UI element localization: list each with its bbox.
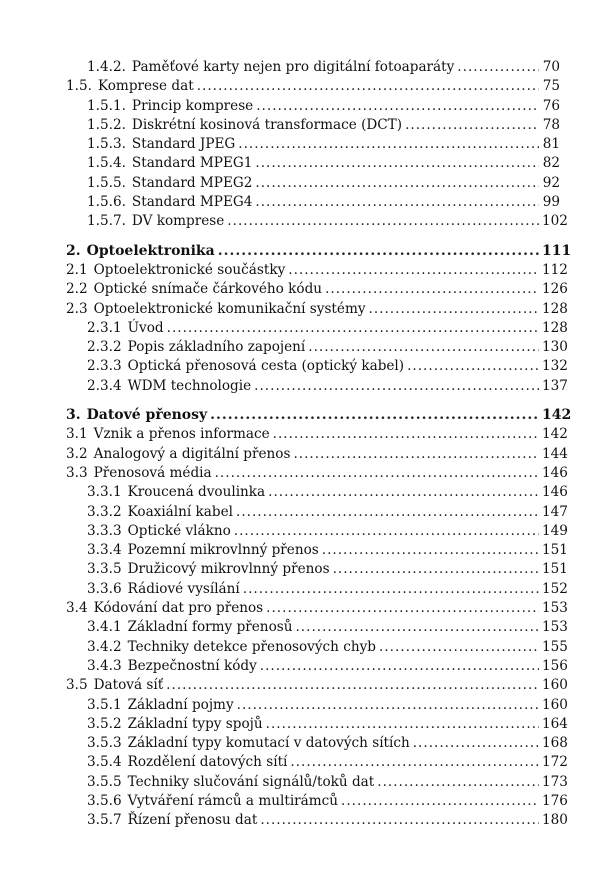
toc-entry-page: 151 (542, 561, 568, 578)
toc-entry-row (66, 696, 568, 715)
toc-entry-number: 3.3.1 (87, 484, 122, 501)
toc-entry-title: Základní formy přenosů (127, 619, 293, 636)
toc-entry-title: Rádiové vysílání (127, 580, 240, 597)
toc-leader-dots (379, 638, 539, 657)
toc-entry-row (66, 445, 568, 464)
toc-entry-number: 3.3 (66, 464, 88, 481)
toc-leader-dots (210, 406, 539, 425)
toc-entry-page: 146 (542, 464, 568, 481)
toc-entry-page: 78 (542, 116, 560, 133)
toc-entry-row (66, 464, 568, 483)
toc-entry-number: 3.3.6 (87, 580, 122, 597)
toc-entry-title: Standard MPEG4 (131, 194, 253, 211)
toc-leader-dots (377, 773, 539, 792)
table-of-contents (66, 58, 572, 831)
toc-entry-number: 2.3.3 (87, 358, 122, 375)
toc-entry-row (66, 541, 568, 560)
toc-entry-number: 3.3.2 (87, 503, 122, 520)
toc-entry-row (66, 338, 568, 357)
toc-entry-page: 82 (542, 155, 560, 172)
toc-leader-dots (266, 715, 539, 734)
toc-entry-row (66, 154, 560, 173)
toc-entry-row (66, 560, 568, 579)
toc-entry-title: Základní typy komutací v datových sítích (127, 735, 410, 752)
toc-entry-title: Diskrétní kosinová transformace (DCT) (131, 116, 403, 133)
toc-entry-row (66, 657, 568, 676)
toc-leader-dots (293, 445, 539, 464)
toc-entry-title: Bezpečnostní kódy (127, 657, 257, 674)
toc-entry-row (66, 97, 560, 116)
toc-entry-number: 2.3.2 (87, 339, 122, 356)
toc-entry-number: 3.3.3 (87, 522, 122, 539)
toc-entry-number: 3.4.2 (87, 638, 122, 655)
toc-entry-number: 3.5 (66, 677, 88, 694)
toc-entry-number: 3.3.4 (87, 542, 122, 559)
toc-entry-page: 81 (542, 136, 560, 153)
toc-entry-page: 130 (542, 339, 568, 356)
toc-entry-title: Úvod (127, 319, 164, 336)
toc-entry-page: 149 (542, 522, 568, 539)
toc-entry-title: Družicový mikrovlnný přenos (127, 561, 330, 578)
toc-entry-page: 168 (542, 735, 568, 752)
toc-entry-number: 1.5.6. (87, 194, 126, 211)
toc-entry-number: 2.3.1 (87, 319, 122, 336)
toc-entry-number: 3.5.4 (87, 754, 122, 771)
toc-leader-dots (254, 377, 539, 396)
toc-entry-number: 3.1 (66, 426, 88, 443)
toc-entry-page: 151 (542, 542, 568, 559)
toc-chapter-row (66, 406, 572, 425)
toc-entry-page: 92 (542, 174, 560, 191)
toc-entry-row (66, 116, 560, 135)
toc-entry-title: Standard JPEG (131, 136, 236, 153)
toc-entry-title: Datové přenosy (86, 407, 208, 424)
toc-leader-dots (295, 618, 539, 637)
toc-entry-number: 3.2 (66, 445, 88, 462)
toc-entry-number: 2.3.4 (87, 377, 122, 394)
toc-entry-title: Optická přenosová cesta (optický kabel) (127, 358, 405, 375)
toc-entry-title: Techniky detekce přenosových chyb (127, 638, 376, 655)
toc-entry-page: 153 (542, 619, 568, 636)
toc-leader-dots (290, 753, 539, 772)
toc-entry-title: Popis základního zapojení (127, 339, 306, 356)
toc-entry-page: 172 (542, 754, 568, 771)
toc-entry-number: 1.5.3. (87, 136, 126, 153)
toc-leader-dots (341, 792, 539, 811)
toc-entry-number: 3.5.6 (87, 792, 122, 809)
toc-leader-dots (407, 357, 539, 376)
toc-entry-number: 1.5.1. (87, 97, 126, 114)
toc-entry-page: 153 (542, 600, 568, 617)
toc-entry-number: 3. (66, 407, 81, 424)
toc-entry-number: 3.5.7 (87, 812, 122, 829)
toc-entry-page: 132 (542, 358, 568, 375)
toc-entry-title: Přenosová média (93, 464, 212, 481)
toc-leader-dots (237, 696, 539, 715)
toc-leader-dots (197, 77, 539, 96)
toc-entry-title: Optické snímače čárkového kódu (93, 281, 323, 298)
toc-entry-number: 1.5.4. (87, 155, 126, 172)
toc-entry-row (66, 676, 568, 695)
toc-entry-page: 142 (542, 426, 568, 443)
toc-entry-row (66, 599, 568, 618)
toc-entry-title: Optické vlákno (127, 522, 231, 539)
toc-entry-row (66, 715, 568, 734)
toc-entry-row (66, 580, 568, 599)
toc-entry-row (66, 503, 568, 522)
toc-entry-number: 1.5. (66, 78, 92, 95)
toc-entry-page: 142 (542, 407, 572, 424)
toc-entry-page: 75 (542, 78, 560, 95)
toc-entry-page: 137 (542, 377, 568, 394)
toc-entry-page: 128 (542, 300, 568, 317)
toc-entry-page: 111 (542, 242, 572, 259)
toc-entry-page: 112 (542, 261, 568, 278)
toc-leader-dots (260, 657, 539, 676)
toc-entry-number: 1.5.2. (87, 116, 126, 133)
toc-entry-row (66, 792, 568, 811)
toc-entry-row (66, 377, 568, 396)
toc-entry-title: Pozemní mikrovlnný přenos (127, 542, 319, 559)
toc-entry-row (66, 618, 568, 637)
toc-entry-row (66, 753, 568, 772)
toc-entry-number: 3.4 (66, 600, 88, 617)
toc-leader-dots (268, 483, 539, 502)
toc-entry-number: 3.5.5 (87, 773, 122, 790)
toc-entry-title: Paměťové karty nejen pro digitální fotoaparáty (131, 59, 455, 75)
toc-entry-row (66, 193, 560, 212)
toc-entry-number: 2.1 (66, 261, 88, 278)
toc-entry-title: Standard MPEG2 (131, 174, 253, 191)
toc-entry-page: 128 (542, 319, 568, 336)
toc-entry-row (66, 773, 568, 792)
toc-entry-row (66, 280, 568, 299)
toc-entry-page: 76 (542, 97, 560, 114)
toc-leader-dots (227, 212, 539, 231)
toc-leader-dots (236, 503, 539, 522)
toc-entry-title: Datová síť (93, 677, 164, 694)
toc-entry-number: 3.4.1 (87, 619, 122, 636)
toc-entry-page: 126 (542, 281, 568, 298)
toc-leader-dots (255, 154, 539, 173)
toc-entry-title: Základní typy spojů (127, 715, 263, 732)
toc-entry-title: Optoelektronické součástky (93, 261, 286, 278)
toc-entry-row (66, 135, 560, 154)
toc-leader-dots (405, 116, 539, 135)
toc-leader-dots (325, 280, 539, 299)
toc-entry-title: Koaxiální kabel (127, 503, 233, 520)
toc-entry-row (66, 300, 568, 319)
toc-entry-page: 70 (542, 59, 560, 75)
toc-entry-page: 176 (542, 792, 568, 809)
toc-entry-row (66, 319, 568, 338)
toc-entry-title: Standard MPEG1 (131, 155, 253, 172)
toc-entry-title: Techniky slučování signálů/toků dat (127, 773, 375, 790)
toc-entry-row (66, 811, 568, 830)
toc-entry-page: 160 (542, 677, 568, 694)
toc-entry-number: 3.5.1 (87, 696, 122, 713)
toc-entry-title: Řízení přenosu dat (127, 812, 258, 829)
toc-entry-number: 3.5.2 (87, 715, 122, 732)
toc-entry-page: 147 (542, 503, 568, 520)
toc-entry-row (66, 261, 568, 280)
toc-leader-dots (260, 811, 539, 830)
toc-entry-title: DV komprese (131, 213, 225, 230)
toc-entry-number: 3.5.3 (87, 735, 122, 752)
toc-leader-dots (166, 676, 539, 695)
toc-entry-row (66, 174, 560, 193)
toc-leader-dots (369, 300, 539, 319)
toc-leader-dots (256, 97, 539, 116)
toc-entry-page: 160 (542, 696, 568, 713)
toc-leader-dots (218, 242, 539, 261)
toc-entry-row (66, 483, 568, 502)
toc-leader-dots (273, 425, 539, 444)
toc-leader-dots (255, 193, 539, 212)
toc-entry-title: Základní pojmy (127, 696, 234, 713)
toc-entry-title: Vytváření rámců a multirámců (127, 792, 339, 809)
toc-entry-title: Vznik a přenos informace (93, 426, 270, 443)
toc-leader-dots (288, 261, 539, 280)
toc-entry-page: 164 (542, 715, 568, 732)
toc-leader-dots (215, 464, 539, 483)
toc-entry-row (66, 58, 560, 77)
toc-entry-row (66, 212, 568, 231)
toc-entry-page: 155 (542, 638, 568, 655)
toc-leader-dots (238, 135, 539, 154)
toc-entry-number: 3.4.3 (87, 657, 122, 674)
toc-entry-title: Princip komprese (131, 97, 254, 114)
toc-leader-dots (413, 734, 539, 753)
toc-entry-row (66, 734, 568, 753)
toc-leader-dots (234, 522, 539, 541)
toc-entry-title: Analogový a digitální přenos (93, 445, 291, 462)
toc-entry-number: 1.5.7. (87, 213, 126, 230)
toc-entry-page: 146 (542, 484, 568, 501)
toc-entry-number: 1.5.5. (87, 174, 126, 191)
toc-chapter-row (66, 242, 572, 261)
toc-entry-page: 102 (542, 213, 568, 230)
toc-leader-dots (243, 580, 539, 599)
toc-leader-dots (167, 319, 539, 338)
toc-entry-row (66, 77, 560, 96)
toc-entry-title: Kódování dat pro přenos (93, 600, 264, 617)
toc-leader-dots (255, 174, 539, 193)
toc-entry-title: Optoelektronické komunikační systémy (93, 300, 366, 317)
toc-leader-dots (266, 599, 539, 618)
toc-entry-row (66, 425, 568, 444)
toc-entry-title: Komprese dat (97, 78, 194, 95)
toc-entry-title: Kroucená dvoulinka (127, 484, 266, 501)
toc-leader-dots (457, 58, 539, 77)
toc-entry-page: 180 (542, 812, 568, 829)
toc-entry-number: 3.3.5 (87, 561, 122, 578)
toc-entry-row (66, 357, 568, 376)
toc-entry-title: WDM technologie (127, 377, 252, 394)
toc-entry-page: 99 (542, 194, 560, 211)
toc-leader-dots (308, 338, 539, 357)
toc-entry-page: 173 (542, 773, 568, 790)
toc-entry-row (66, 522, 568, 541)
toc-entry-page: 156 (542, 657, 568, 674)
toc-leader-dots (322, 541, 539, 560)
toc-entry-number: 1.4.2. (87, 59, 126, 75)
toc-entry-title: Optoelektronika (86, 242, 215, 259)
toc-entry-row (66, 638, 568, 657)
toc-leader-dots (333, 560, 539, 579)
toc-entry-page: 152 (542, 580, 568, 597)
toc-entry-number: 2. (66, 242, 81, 259)
toc-entry-number: 2.3 (66, 300, 88, 317)
toc-entry-number: 2.2 (66, 281, 88, 298)
toc-entry-page: 144 (542, 445, 568, 462)
toc-entry-title: Rozdělení datových sítí (127, 754, 288, 771)
